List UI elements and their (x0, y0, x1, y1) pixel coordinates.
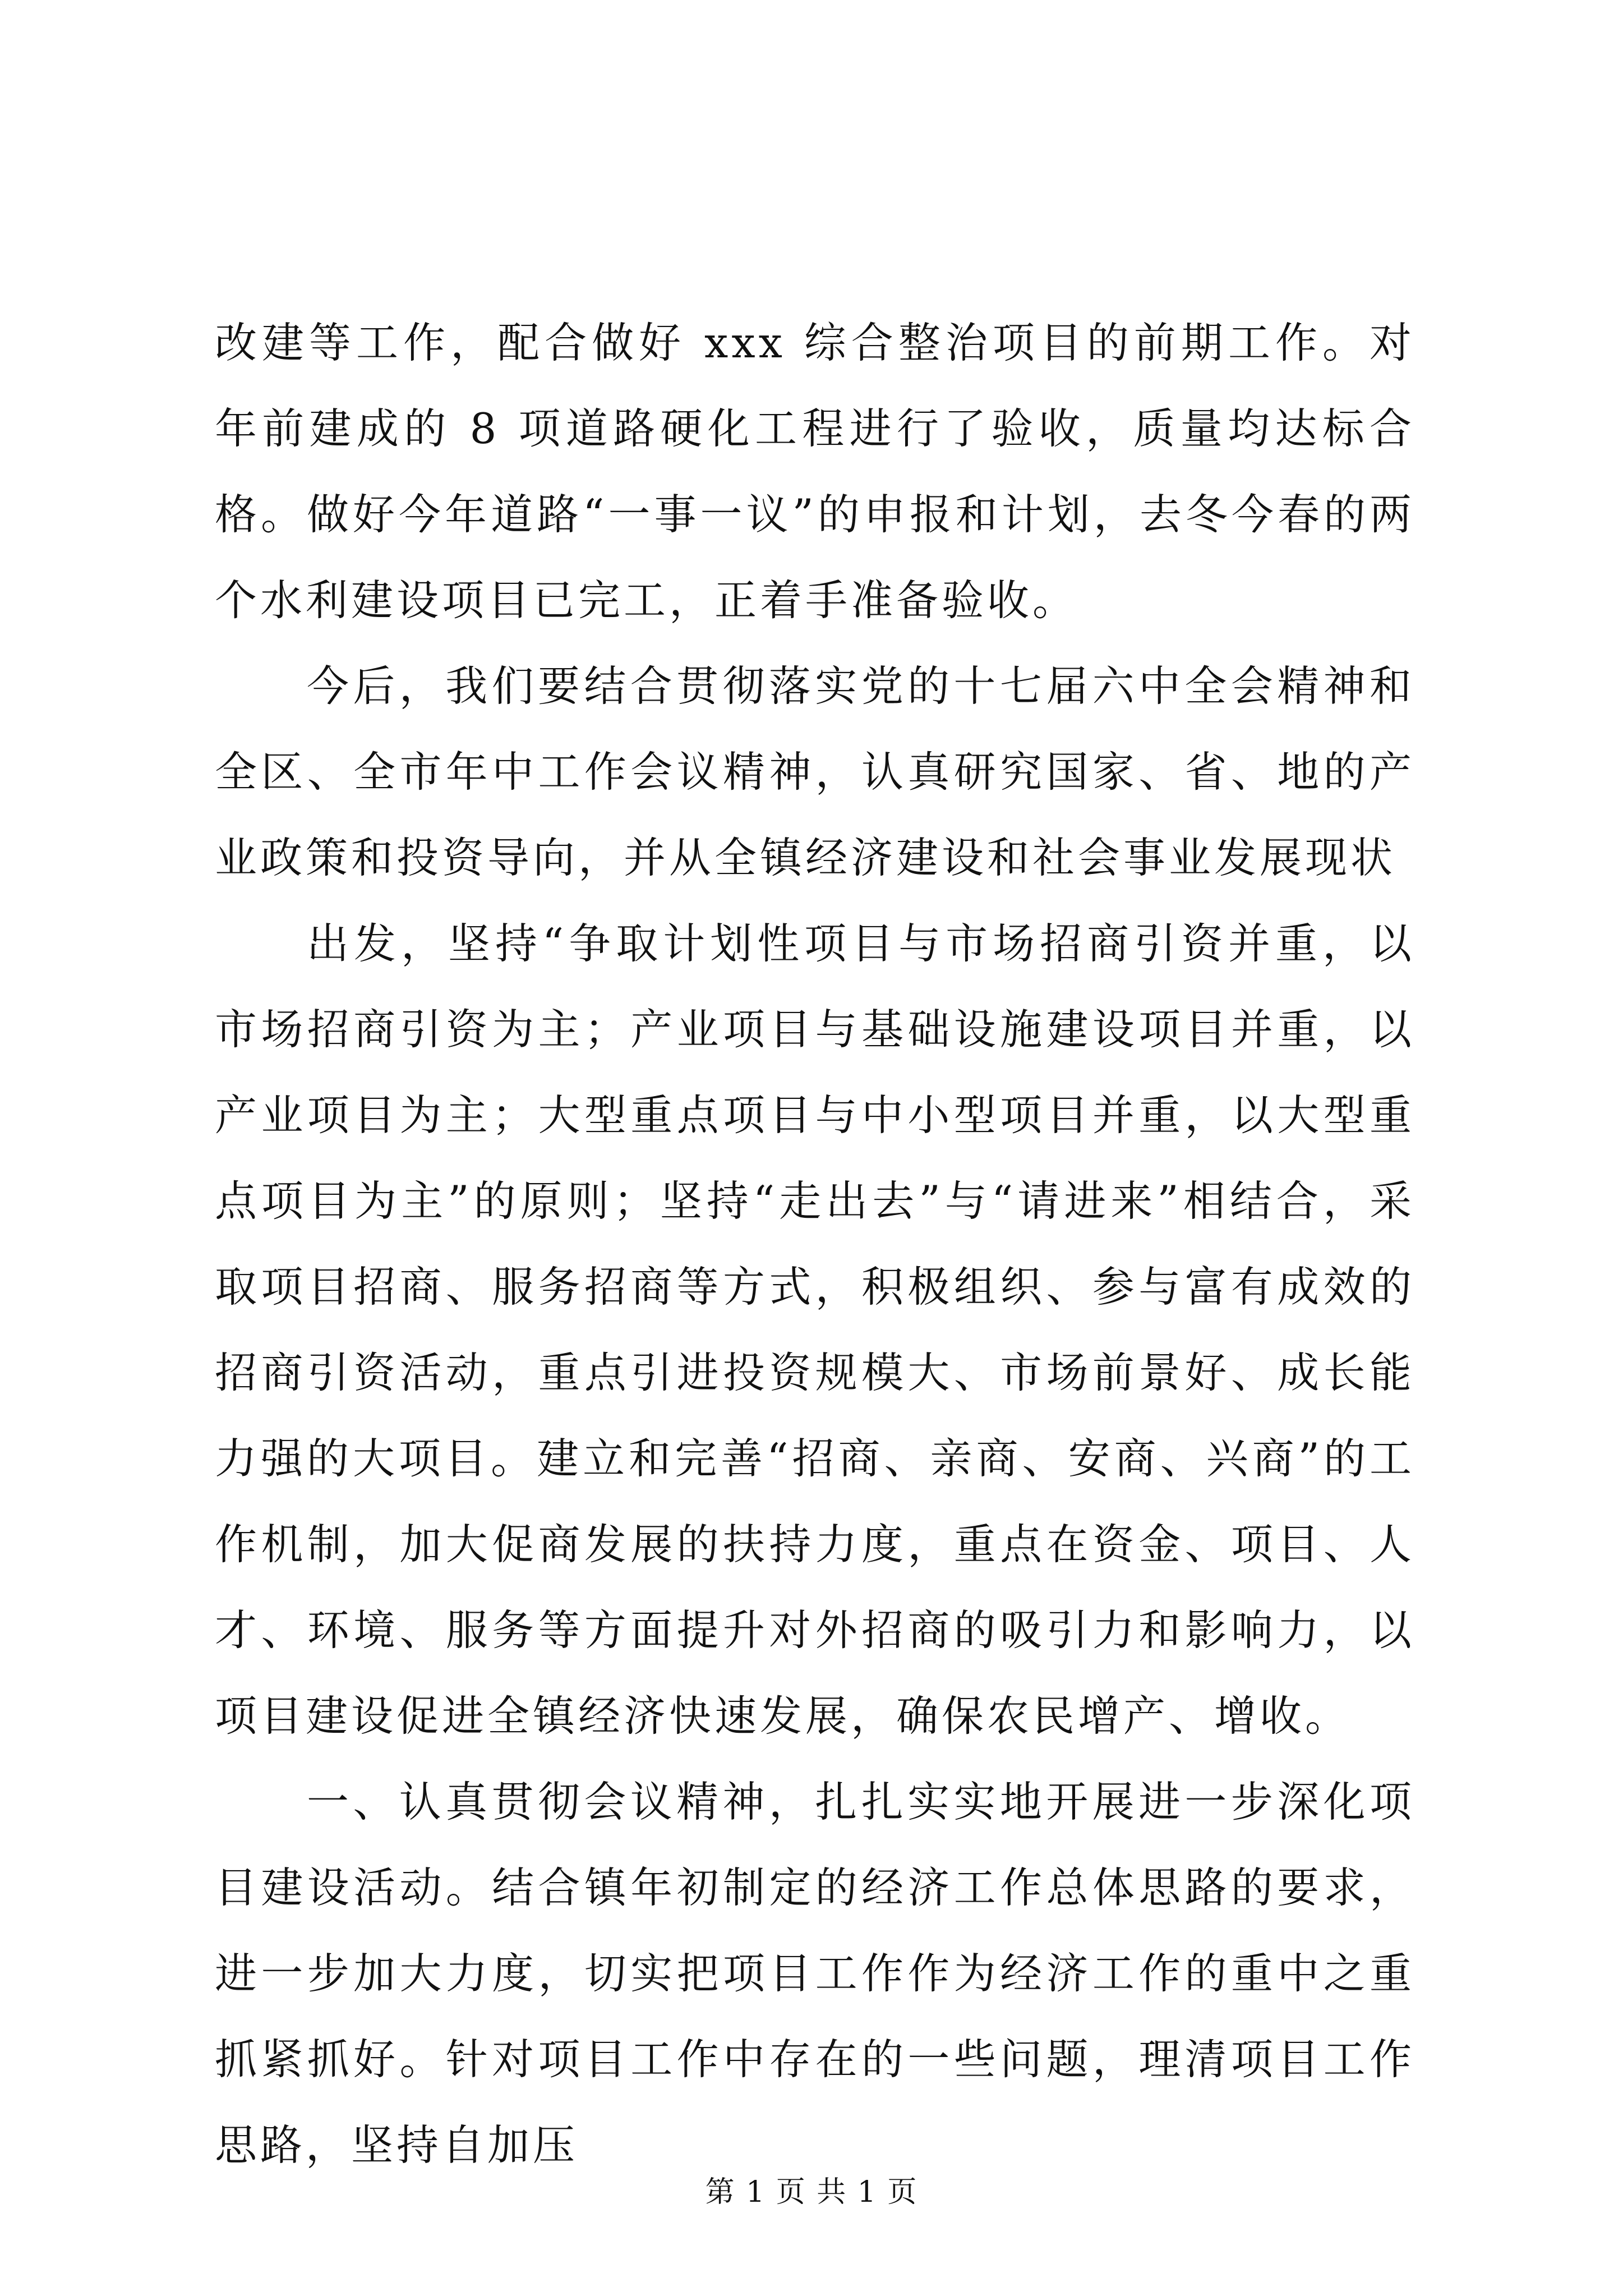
paragraph-3: 出发，坚持“争取计划性项目与市场招商引资并重，以市场招商引资为主；产业项目与基础设施建设项目并重，以产业项目为主；大型重点项目与中小型项目并重，以大型重点项目为主”的原则；坚持“走出去”与“请进来”相结合，采取项目招商、服务招商等方式，积极组织、参与富有成效的招商引资活动，重点引进投资规模大、市场前景好、成长能力强的大项目。建立和完善“招商、亲商、安商、兴商”的工作机制，加大促商发展的扶持力度，重点在资金、项目、人才、环境、服务等方面提升对外招商的吸引力和影响力，以项目建设促进全镇经济快速发展，确保农民增产、增收。 (215, 919, 1415, 1741)
document-body (215, 300, 1415, 2188)
paragraph-1: 改建等工作，配合做好 xxx 综合整治项目的前期工作。对年前建成的 8 项道路硬化工程进行了验收，质量均达标合格。做好今年道路“一事一议”的申报和计划，去冬今春的两个水利建设项目已完工，正着手准备验收。 (215, 318, 1415, 625)
paragraph-2: 今后，我们要结合贯彻落实党的十七届六中全会精神和全区、全市年中工作会议精神，认真研究国家、省、地的产业政策和投资导向，并从全镇经济建设和社会事业发展现状 (215, 661, 1415, 882)
paragraph-4: 一、认真贯彻会议精神，扎扎实实地开展进一步深化项目建设活动。结合镇年初制定的经济工作总体思路的要求，进一步加大力度，切实把项目工作作为经济工作的重中之重抓紧抓好。针对项目工作中存在的一些问题，理清项目工作思路，坚持自加压 (215, 1777, 1415, 2170)
page-number-footer: 第 1 页 共 1 页 (705, 2175, 918, 2209)
